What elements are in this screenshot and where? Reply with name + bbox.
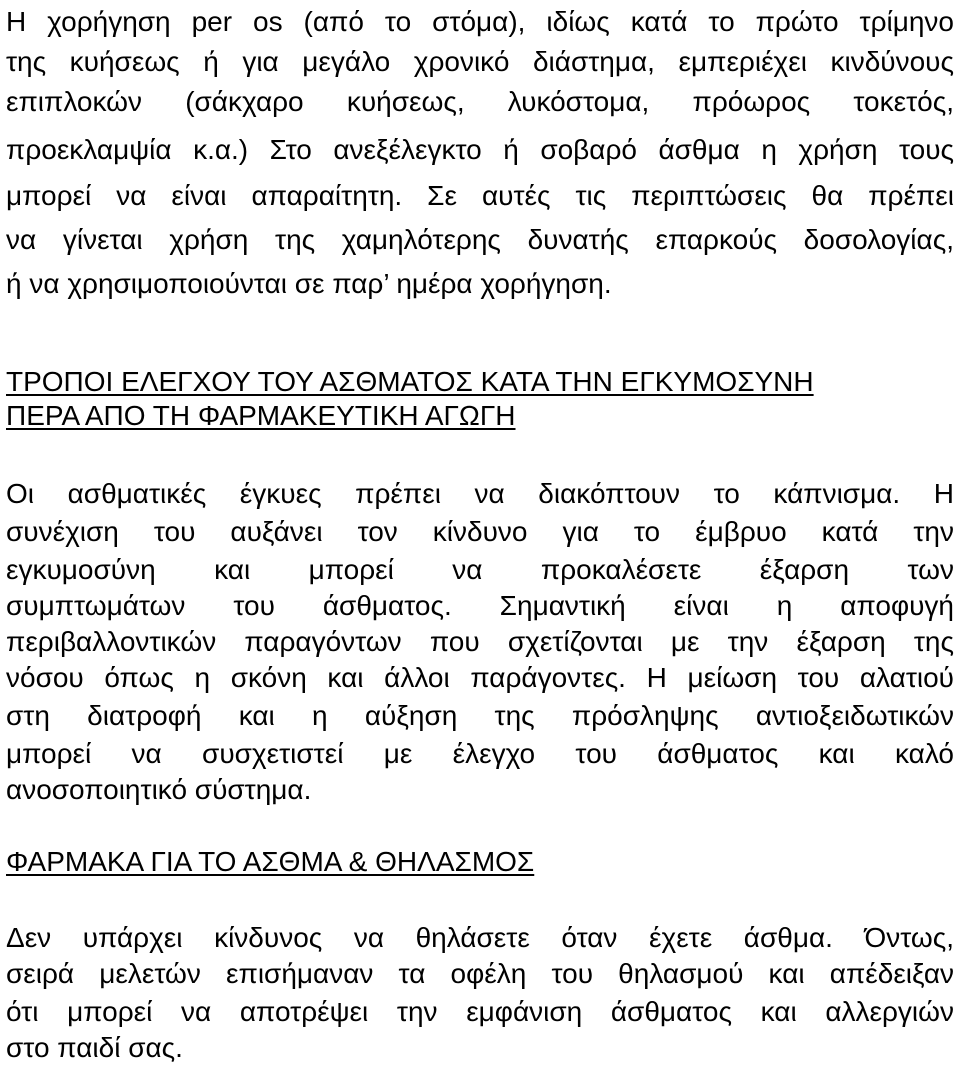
paragraph-line: να γίνεται χρήση της χαμηλότερης δυνατής επαρκούς δοσολογίας,	[6, 224, 954, 255]
paragraph-line: μπορεί να συσχετιστεί με έλεγχο του άσθματος και καλό	[6, 738, 954, 769]
paragraph-line: νόσου όπως η σκόνη και άλλοι παράγοντες. Η μείωση του αλατιού	[6, 662, 954, 693]
heading-line: ΠΕΡΑ ΑΠΟ ΤΗ ΦΑΡΜΑΚΕΥΤΙΚΗ ΑΓΩΓΗ	[6, 400, 516, 431]
paragraph-line: συνέχιση του αυξάνει τον κίνδυνο για το έμβρυο κατά την	[6, 516, 954, 547]
paragraph-line: περιβαλλοντικών παραγόντων που σχετίζονται με την έξαρση της	[6, 626, 954, 657]
paragraph-line: ότι μπορεί να αποτρέψει την εμφάνιση άσθματος και αλλεργιών	[6, 996, 954, 1027]
paragraph-line: Δεν υπάρχει κίνδυνος να θηλάσετε όταν έχετε άσθμα. Όντως,	[6, 922, 954, 953]
paragraph-line: Οι ασθματικές έγκυες πρέπει να διακόπτουν το κάπνισμα. Η	[6, 478, 954, 509]
paragraph-line: προεκλαμψία κ.α.) Στο ανεξέλεγκτο ή σοβαρό άσθμα η χρήση τους	[6, 134, 954, 165]
paragraph-line: επιπλοκών (σάκχαρο κυήσεως, λυκόστομα, πρόωρος τοκετός,	[6, 86, 954, 117]
paragraph-line: στο παιδί σας.	[6, 1032, 183, 1063]
section-heading-breastfeeding: ΦΑΡΜΑΚΑ ΓΙΑ ΤΟ ΑΣΘΜΑ & ΘΗΛΑΣΜΟΣ	[6, 846, 535, 877]
paragraph-line: συμπτωμάτων του άσθματος. Σημαντική είναι η αποφυγή	[6, 590, 954, 621]
paragraph-line: ή να χρησιμοποιούνται σε παρ’ ημέρα χορήγηση.	[6, 268, 612, 299]
heading-line: ΤΡΟΠΟΙ ΕΛΕΓΧΟΥ ΤΟΥ ΑΣΘΜΑΤΟΣ ΚΑΤΑ ΤΗΝ ΕΓΚΥΜΟΣΥΝΗ	[6, 366, 814, 397]
paragraph-line: ανοσοποιητικό σύστημα.	[6, 774, 312, 805]
paragraph-line: στη διατροφή και η αύξηση της πρόσληψης αντιοξειδωτικών	[6, 700, 954, 731]
paragraph-line: της κυήσεως ή για μεγάλο χρονικό διάστημα, εμπεριέχει κινδύνους	[6, 46, 954, 77]
paragraph-line: Η χορήγηση per os (από το στόμα), ιδίως κατά το πρώτο τρίμηνο	[6, 6, 954, 37]
paragraph-line: μπορεί να είναι απαραίτητη. Σε αυτές τις περιπτώσεις θα πρέπει	[6, 180, 954, 211]
paragraph-line: εγκυμοσύνη και μπορεί να προκαλέσετε έξαρση των	[6, 554, 954, 585]
paragraph-line: σειρά μελετών επισήμαναν τα οφέλη του θηλασμού και απέδειξαν	[6, 958, 954, 989]
